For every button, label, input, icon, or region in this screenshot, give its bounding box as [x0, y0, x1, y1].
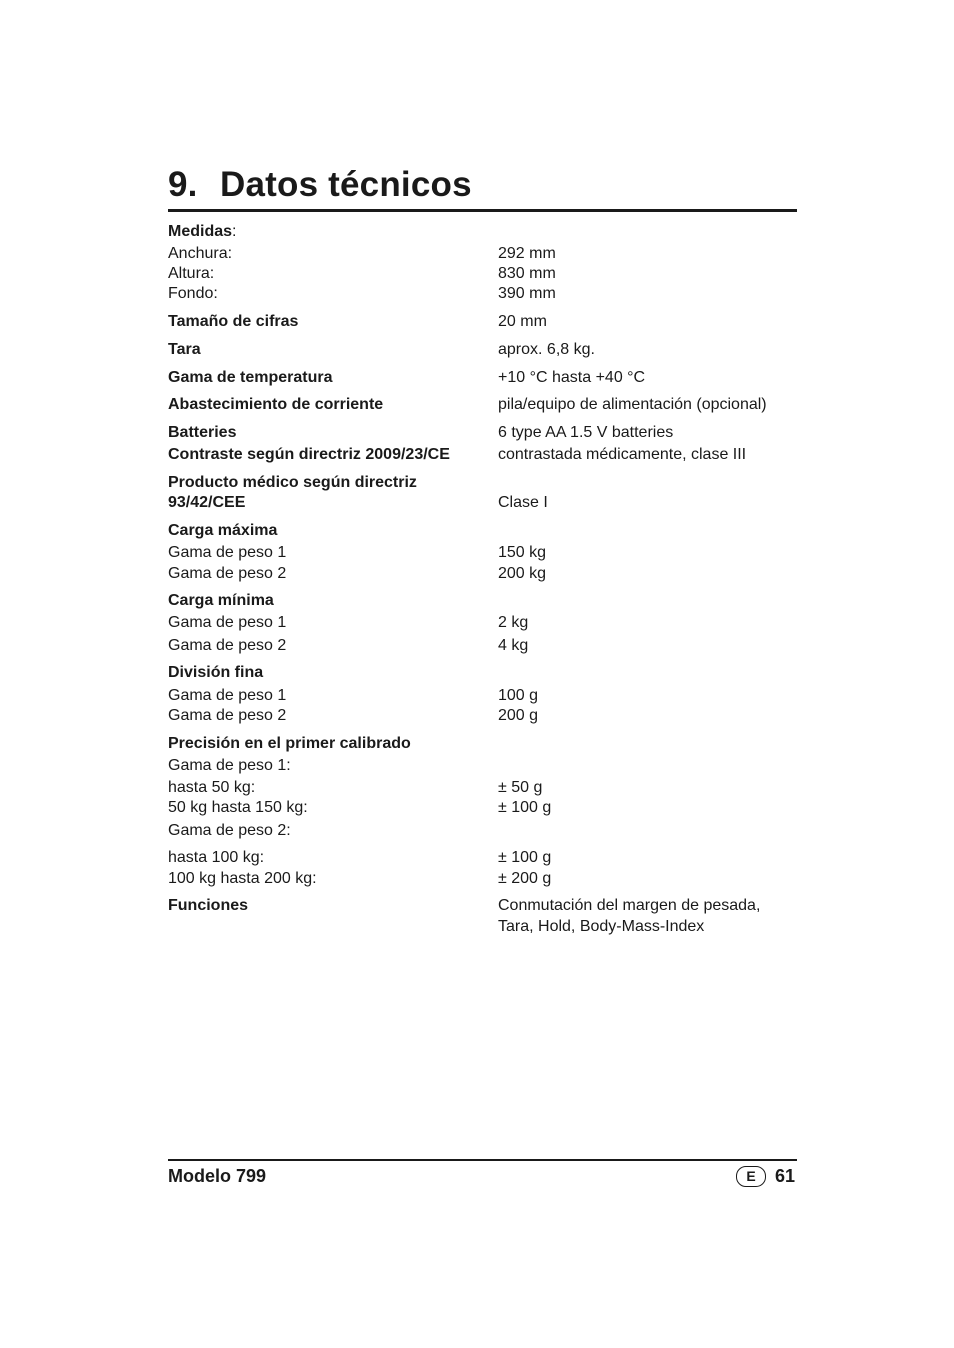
spec-value: ± 100 g — [498, 849, 552, 866]
spec-label: Gama de peso 2 — [168, 707, 287, 724]
spec-label: Carga máxima — [168, 522, 278, 539]
spec-label: Tara — [168, 341, 201, 358]
spec-value: 830 mm — [498, 265, 556, 282]
title-rule — [168, 209, 797, 212]
spec-value: ± 200 g — [498, 870, 552, 887]
spec-value: 390 mm — [498, 285, 556, 302]
spec-value: 6 type AA 1.5 V batteries — [498, 424, 674, 441]
spec-value: Clase I — [498, 494, 548, 511]
spec-label: Gama de peso 2: — [168, 822, 291, 839]
spec-value: 4 kg — [498, 637, 529, 654]
footer-page — [736, 1166, 795, 1187]
page-number: 61 — [775, 1166, 796, 1186]
spec-value: 100 g — [498, 687, 539, 704]
spec-label-medidas: Medidas: — [168, 223, 237, 240]
spec-label: Gama de peso 1 — [168, 544, 287, 561]
spec-value: ± 50 g — [498, 779, 543, 796]
spec-label: Batteries — [168, 424, 237, 441]
spec-value: ± 100 g — [498, 799, 552, 816]
spec-label: Gama de peso 1: — [168, 757, 291, 774]
spec-label: hasta 50 kg: — [168, 779, 256, 796]
spec-value: 150 kg — [498, 544, 547, 561]
spec-label: Fondo: — [168, 285, 218, 302]
spec-label: 100 kg hasta 200 kg: — [168, 870, 317, 887]
spec-label: Gama de peso 2 — [168, 565, 287, 582]
spec-label: Gama de peso 1 — [168, 614, 287, 631]
spec-value: 2 kg — [498, 614, 529, 631]
spec-label: Abastecimiento de corriente — [168, 396, 384, 413]
language-badge: E — [736, 1166, 766, 1187]
spec-label: Gama de temperatura — [168, 369, 333, 386]
spec-label: Carga mínima — [168, 592, 274, 609]
section-title-text: Datos técnicos — [220, 165, 472, 204]
spec-value: aprox. 6,8 kg. — [498, 341, 595, 358]
spec-label: Producto médico según directriz — [168, 474, 417, 491]
spec-label: Tamaño de cifras — [168, 313, 299, 330]
spec-value: 200 g — [498, 707, 539, 724]
footer-model: Modelo 799 — [168, 1166, 267, 1186]
footer-rule — [168, 1159, 797, 1161]
spec-label: Precisión en el primer calibrado — [168, 735, 411, 752]
spec-label: Funciones — [168, 897, 249, 914]
spec-value: 200 kg — [498, 565, 547, 582]
spec-label: División fina — [168, 664, 264, 681]
section-number: 9. — [168, 165, 198, 204]
section-title — [168, 165, 472, 205]
spec-value: contrastada médicamente, clase III — [498, 446, 747, 463]
spec-label: Altura: — [168, 265, 215, 282]
spec-label: hasta 100 kg: — [168, 849, 265, 866]
spec-label: Anchura: — [168, 245, 233, 262]
spec-label: 93/42/CEE — [168, 494, 246, 511]
spec-value: +10 °C hasta +40 °C — [498, 369, 646, 386]
spec-label: Contraste según directriz 2009/23/CE — [168, 446, 450, 463]
spec-label: Gama de peso 1 — [168, 687, 287, 704]
spec-value: pila/equipo de alimentación (opcional) — [498, 396, 767, 413]
spec-label: Gama de peso 2 — [168, 637, 287, 654]
spec-value: 20 mm — [498, 313, 547, 330]
spec-value: 292 mm — [498, 245, 556, 262]
spec-value: Tara, Hold, Body-Mass-Index — [498, 918, 705, 935]
spec-label: 50 kg hasta 150 kg: — [168, 799, 308, 816]
spec-value: Conmutación del margen de pesada, — [498, 897, 761, 914]
